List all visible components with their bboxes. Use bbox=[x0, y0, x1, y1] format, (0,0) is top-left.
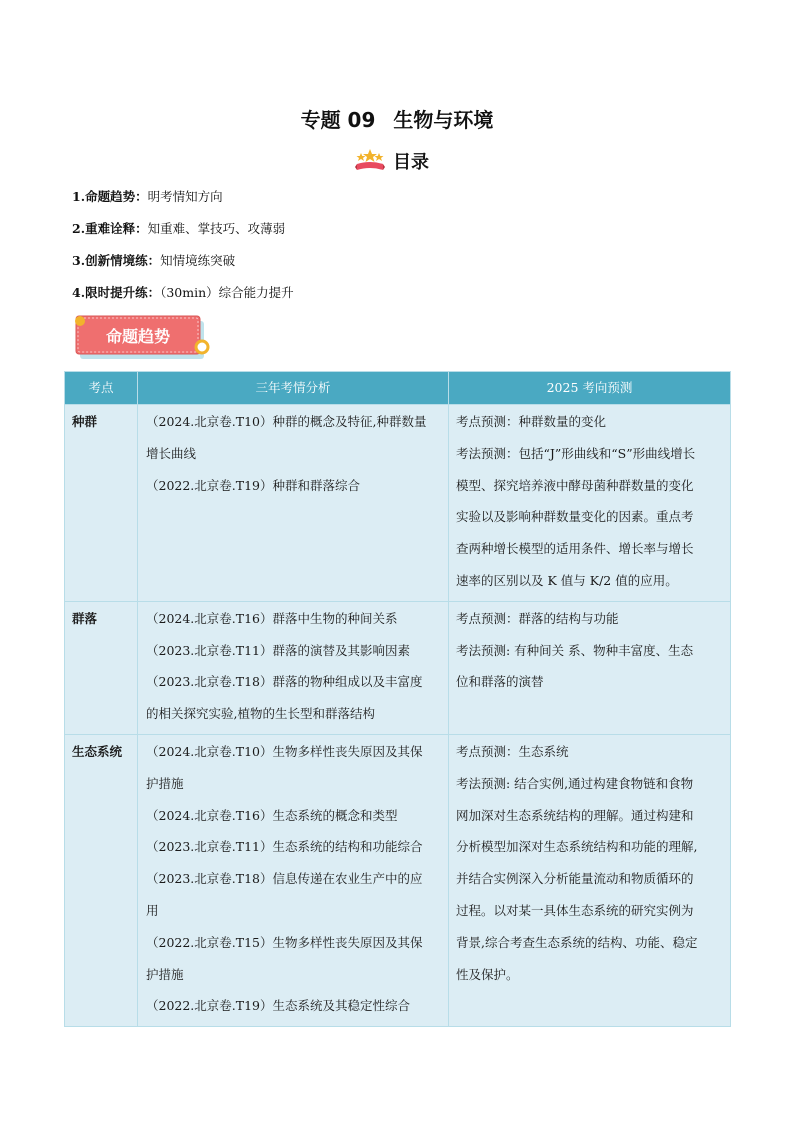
column-header: 2025 考向预测 bbox=[449, 372, 731, 405]
analysis-cell bbox=[138, 601, 449, 734]
section-badge-label: 命题趋势 bbox=[105, 327, 171, 346]
topic-number: 专题 09 bbox=[300, 108, 376, 132]
forecast-line: 模型、探究培养液中酵母菌种群数量的变化 bbox=[456, 477, 694, 493]
forecast-cell bbox=[449, 405, 731, 602]
section-badge bbox=[74, 313, 214, 363]
toc-item bbox=[72, 283, 294, 301]
forecast-line: 考法预测：包括“J”形曲线和“S”形曲线增长 bbox=[456, 445, 696, 461]
page-title bbox=[0, 104, 794, 133]
topic-cell: 生态系统 bbox=[65, 734, 138, 1026]
analysis-cell bbox=[138, 734, 449, 1026]
badge-ring-icon bbox=[196, 341, 208, 353]
table-row bbox=[65, 405, 731, 602]
toc-item bbox=[72, 187, 223, 205]
analysis-cell bbox=[138, 405, 449, 602]
toc-heading bbox=[355, 146, 429, 176]
forecast-line: 性及保护。 bbox=[456, 966, 519, 982]
forecast-line: 考点预测：种群数量的变化 bbox=[456, 414, 607, 429]
forecast-line: 并结合实例深入分析能量流动和物质循环的 bbox=[456, 871, 694, 887]
toc-name: 命题趋势： bbox=[85, 189, 148, 204]
forecast-cell bbox=[449, 601, 731, 734]
forecast-line: 考点预测：生态系统 bbox=[456, 743, 569, 759]
analysis-line: 用 bbox=[146, 902, 159, 918]
analysis-line: （2024.北京卷.T10）生物多样性丧失原因及其保 bbox=[146, 743, 423, 759]
ribbon-stars-icon bbox=[355, 148, 385, 174]
analysis-line: 护措施 bbox=[146, 775, 184, 791]
analysis-line: （2023.北京卷.T11）群落的演替及其影响因素 bbox=[146, 642, 411, 658]
analysis-line: 护措施 bbox=[146, 966, 184, 982]
table-row bbox=[65, 734, 731, 1026]
forecast-line: 分析模型加深对生态系统结构和功能的理解, bbox=[456, 839, 698, 855]
toc-desc: 知重难、掌技巧、攻薄弱 bbox=[147, 221, 286, 236]
analysis-line: （2022.北京卷.T19）种群和群落综合 bbox=[146, 477, 361, 493]
topic-cell: 群落 bbox=[65, 601, 138, 734]
table-header-row bbox=[65, 372, 731, 405]
forecast-line: 位和群落的演替 bbox=[456, 674, 544, 690]
forecast-line: 查两种增长模型的适用条件、增长率与增长 bbox=[456, 541, 694, 557]
column-header: 三年考情分析 bbox=[138, 372, 449, 405]
toc-num: 3. bbox=[72, 253, 86, 268]
forecast-line: 考法预测: 结合实例,通过构建食物链和食物 bbox=[456, 775, 694, 791]
topic-name: 生物与环境 bbox=[393, 108, 494, 132]
toc-item bbox=[72, 251, 235, 269]
analysis-line: 增长曲线 bbox=[146, 445, 197, 461]
toc-name: 重难诠释： bbox=[85, 221, 148, 236]
analysis-line: （2023.北京卷.T11）生态系统的结构和功能综合 bbox=[146, 839, 423, 855]
topic-cell: 种群 bbox=[65, 405, 138, 602]
column-header: 考点 bbox=[65, 372, 138, 405]
exam-analysis-table bbox=[64, 371, 731, 1027]
badge-dot-icon bbox=[75, 316, 85, 326]
forecast-line: 考点预测：群落的结构与功能 bbox=[456, 610, 619, 626]
toc-desc: 明考情知方向 bbox=[147, 189, 223, 204]
toc-num: 2. bbox=[72, 221, 86, 236]
forecast-line: 实验以及影响种群数量变化的因素。重点考 bbox=[456, 509, 694, 525]
toc-name: 创新情境练： bbox=[85, 253, 161, 268]
forecast-line: 过程。以对某一具体生态系统的研究实例为 bbox=[456, 902, 694, 918]
toc-name: 限时提升练： bbox=[85, 285, 161, 300]
analysis-line: （2023.北京卷.T18）信息传递在农业生产中的应 bbox=[146, 871, 423, 887]
toc-num: 4. bbox=[72, 285, 86, 300]
forecast-line: 背景,综合考查生态系统的结构、功能、稳定 bbox=[456, 934, 698, 950]
toc-desc: 知情境练突破 bbox=[160, 253, 236, 268]
analysis-line: 的相关探究实验,植物的生长型和群落结构 bbox=[146, 706, 375, 722]
forecast-line: 网加深对生态系统结构的理解。通过构建和 bbox=[456, 807, 694, 823]
forecast-line: 考法预测: 有种间关 系、物种丰富度、生态 bbox=[456, 642, 694, 658]
analysis-line: （2024.北京卷.T16）生态系统的概念和类型 bbox=[146, 807, 398, 823]
toc-num: 1. bbox=[72, 189, 86, 204]
analysis-line: （2022.北京卷.T19）生态系统及其稳定性综合 bbox=[146, 998, 411, 1014]
toc-item bbox=[72, 219, 285, 237]
toc-desc: （30min）综合能力提升 bbox=[160, 285, 294, 300]
analysis-line: （2024.北京卷.T10）种群的概念及特征,种群数量 bbox=[146, 414, 427, 429]
toc-label: 目录 bbox=[393, 152, 429, 173]
analysis-line: （2024.北京卷.T16）群落中生物的种间关系 bbox=[146, 610, 398, 626]
forecast-line: 速率的区别以及 K 值与 K/2 值的应用。 bbox=[456, 572, 678, 588]
analysis-line: （2022.北京卷.T15）生物多样性丧失原因及其保 bbox=[146, 934, 423, 950]
table-row bbox=[65, 601, 731, 734]
forecast-cell bbox=[449, 734, 731, 1026]
analysis-line: （2023.北京卷.T18）群落的物种组成以及丰富度 bbox=[146, 674, 423, 690]
